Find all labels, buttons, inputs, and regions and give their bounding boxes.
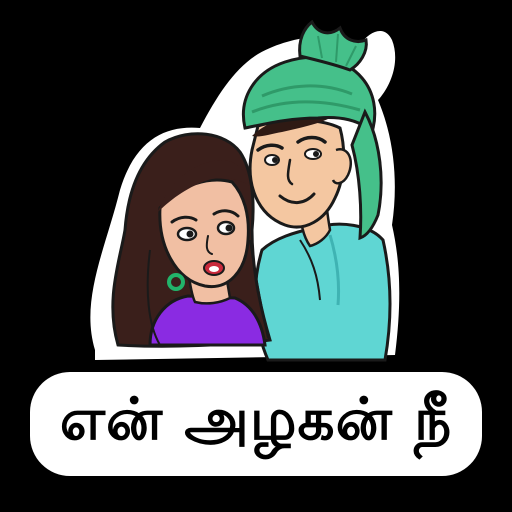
kurta xyxy=(255,224,390,360)
sticker-caption: என் அழகன் நீ xyxy=(59,385,453,453)
